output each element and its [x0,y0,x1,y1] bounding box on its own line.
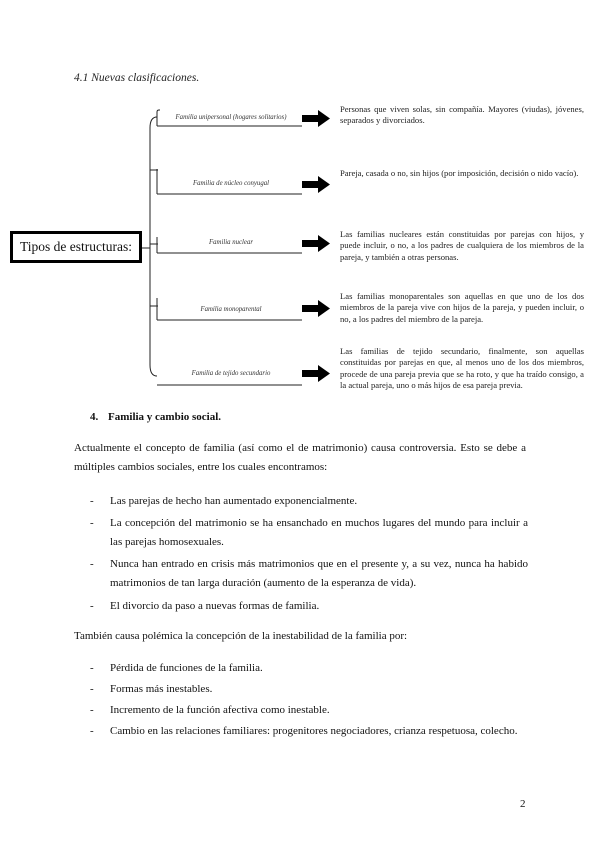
list-item: - Cambio en las relaciones familiares: progenitores negociadores, crianza respetuosa, colecho. [90,725,518,737]
category-label: Familia de núcleo conyugal [192,180,270,187]
structure-types-box: Tipos de estructuras: [10,231,142,263]
category-description: Las familias nucleares están constituidas por parejas con hijos, y puede incluir, o no, a los padres de cualquiera de los miembros de la pareja, y también a otras personas. [340,229,584,262]
arrow-icon [302,235,330,252]
arrow-icon [302,176,330,193]
arrow-icon [302,110,330,127]
second-paragraph: También causa polémica la concepción de la inestabilidad de la familia por: [74,630,408,642]
list-item: - Incremento de la función afectiva como inestable. [90,704,330,716]
intro-paragraph: Actualmente el concepto de familia (así como el de matrimonio) causa controversia. Esto se debe a múltiples cambios sociales, entre los cuales encontramos: [74,442,526,473]
category-description: Pareja, casada o no, sin hijos (por imposición, decisión o nido vacío). [340,168,579,178]
category-label: Familia unipersonal (hogares solitarios) [175,114,287,121]
section-heading-text: Familia y cambio social. [108,411,222,423]
category-description: Las familias de tejido secundario, finalmente, son aquellas constituidas por parejas en que, al menos uno de los dos miembros, procede de una pareja previa que se ha roto, y que ha traído consigo, a la actual pareja, uno o más hijos de esa pareja previa. [340,346,584,391]
list-item: - Pérdida de funciones de la familia. [90,662,263,674]
category-label: Familia monoparental [200,306,262,313]
list-item: - La concepción del matrimonio se ha ensanchado en muchos lugares del mundo para incluir a las parejas homosexuales. [90,517,528,548]
list-item: - Las parejas de hecho han aumentado exponencialmente. [90,495,358,507]
section-title: 4.1 Nuevas clasificaciones. [74,72,200,84]
spine-connector [150,117,157,376]
list-item: - Formas más inestables. [90,683,213,695]
section-heading [90,411,221,423]
category-label: Familia nuclear [209,239,253,246]
arrow-icon [302,365,330,382]
category-description: Las familias monoparentales son aquellas en que uno de los dos miembros de la pareja vive con hijos de la pareja, y pueden incluir, o no, a los padres del miembro de la pareja. [340,291,584,324]
page-number: 2 [520,798,526,810]
list-item: - El divorcio da paso a nuevas formas de familia. [90,600,320,612]
list-item: - Nunca han entrado en crisis más matrimonios que en el presente y, a su vez, nunca ha habido matrimonios de tan larga duración (aumento de la esperanza de vida). [90,558,528,589]
arrow-icon [302,300,330,317]
category-label: Familia de tejido secundario [191,370,271,377]
section-number: 4. [90,411,99,423]
category-description: Personas que viven solas, sin compañía. Mayores (viudas), jóvenes, separados y divorciados. [340,104,584,126]
